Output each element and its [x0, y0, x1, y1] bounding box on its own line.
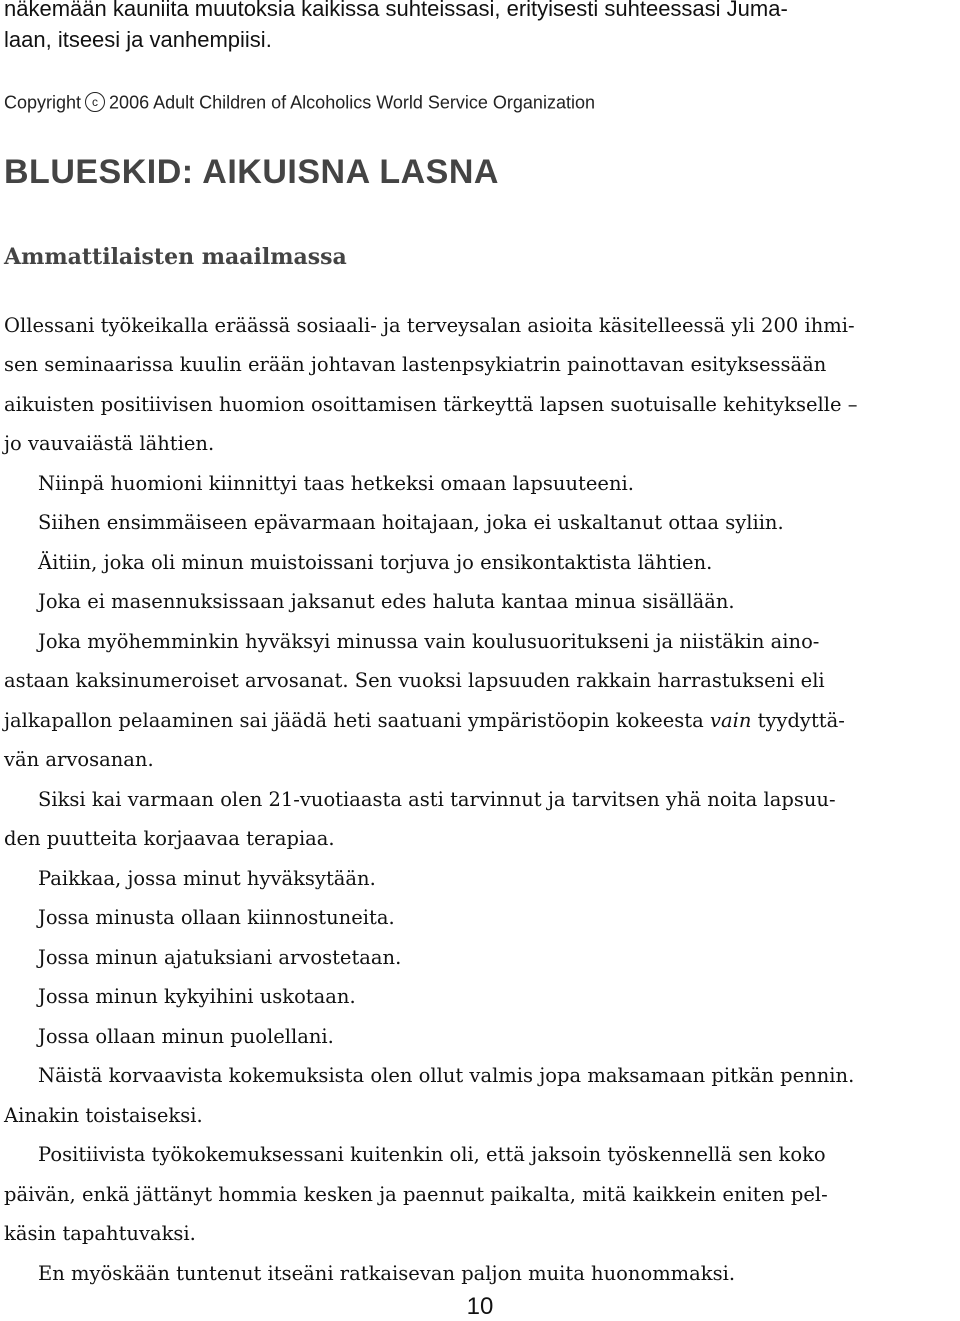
- paragraph-line: den puutteita korjaavaa terapiaa.: [4, 827, 335, 850]
- intro-line-1: näkemään kauniita muutoksia kaikissa suhteissasi, erityisesti suhteessasi Juma-: [4, 0, 788, 21]
- copyright-symbol-icon: c: [85, 92, 105, 112]
- paragraph-line: Paikkaa, jossa minut hyväksytään.: [38, 867, 376, 890]
- paragraph-line: Näistä korvaavista kokemuksista olen ollut valmis jopa maksamaan pitkän pennin.: [38, 1064, 855, 1087]
- page-number: 10: [466, 1293, 494, 1320]
- paragraph-line: päivän, enkä jättänyt hommia kesken ja paennut paikalta, mitä kaikkein eniten pel-: [4, 1183, 828, 1206]
- paragraph-line: Jossa minun kykyihini uskotaan.: [38, 985, 356, 1008]
- paragraph-line: käsin tapahtuvaksi.: [4, 1222, 196, 1245]
- copyright-text: 2006 Adult Children of Alcoholics World Service Organization: [109, 92, 595, 113]
- paragraph-line: Joka myöhemminkin hyväksyi minussa vain koulusuoritukseni ja niistäkin aino-: [38, 630, 820, 653]
- paragraph-line: Siksi kai varmaan olen 21-vuotiaasta asti tarvinnut ja tarvitsen yhä noita lapsuu-: [38, 788, 836, 811]
- paragraph-line: Jossa ollaan minun puolellani.: [38, 1025, 334, 1048]
- paragraph-line: Äitiin, joka oli minun muistoissani torjuva jo ensikontaktista lähtien.: [38, 551, 713, 574]
- paragraph-line: aikuisten positiivisen huomion osoittamisen tärkeyttä lapsen suotuisalle kehitykselle –: [4, 393, 858, 416]
- emphasized-word: vain: [709, 709, 752, 732]
- paragraph-line: Niinpä huomioni kiinnittyi taas hetkeksi omaan lapsuuteeni.: [38, 472, 634, 495]
- text-run: jalkapallon pelaaminen sai jäädä heti saatuani ympäristöopin kokeesta: [4, 709, 710, 732]
- paragraph-line: astaan kaksinumeroiset arvosanat. Sen vuoksi lapsuuden rakkain harrastukseni eli: [4, 669, 825, 692]
- copyright-notice: [4, 92, 595, 115]
- text-run: tyydyttä-: [751, 709, 845, 732]
- paragraph-line: Siihen ensimmäiseen epävarmaan hoitajaan, joka ei uskaltanut ottaa syliin.: [38, 511, 784, 534]
- paragraph-line: Joka ei masennuksissaan jaksanut edes haluta kantaa minua sisällään.: [38, 590, 735, 613]
- paragraph-line: Ollessani työkeikalla eräässä sosiaali- ja terveysalan asioita käsitelleessä yli 200 ihmi-: [4, 314, 855, 337]
- paragraph-line: vän arvosanan.: [4, 748, 154, 771]
- paragraph-line: Ainakin toistaiseksi.: [4, 1104, 203, 1127]
- article-title: BLUESKID: AIKUISNA LASNA: [4, 153, 499, 191]
- copyright-prefix: Copyright: [4, 92, 82, 113]
- paragraph-line: Jossa minun ajatuksiani arvostetaan.: [38, 946, 402, 969]
- paragraph-line: Positiivista työkokemuksessani kuitenkin oli, että jaksoin työskennellä sen koko: [38, 1143, 826, 1166]
- article-subtitle: Ammattilaisten maailmassa: [4, 244, 347, 270]
- intro-line-2: laan, itseesi ja vanhempiisi.: [4, 27, 272, 52]
- paragraph-line: Jossa minusta ollaan kiinnostuneita.: [38, 906, 395, 929]
- paragraph-line: sen seminaarissa kuulin erään johtavan lastenpsykiatrin painottavan esityksessään: [4, 353, 827, 376]
- paragraph-line: [4, 709, 845, 732]
- paragraph-line: jo vauvaiästä lähtien.: [4, 432, 215, 455]
- paragraph-line: En myöskään tuntenut itseäni ratkaisevan paljon muita huonommaksi.: [38, 1262, 736, 1285]
